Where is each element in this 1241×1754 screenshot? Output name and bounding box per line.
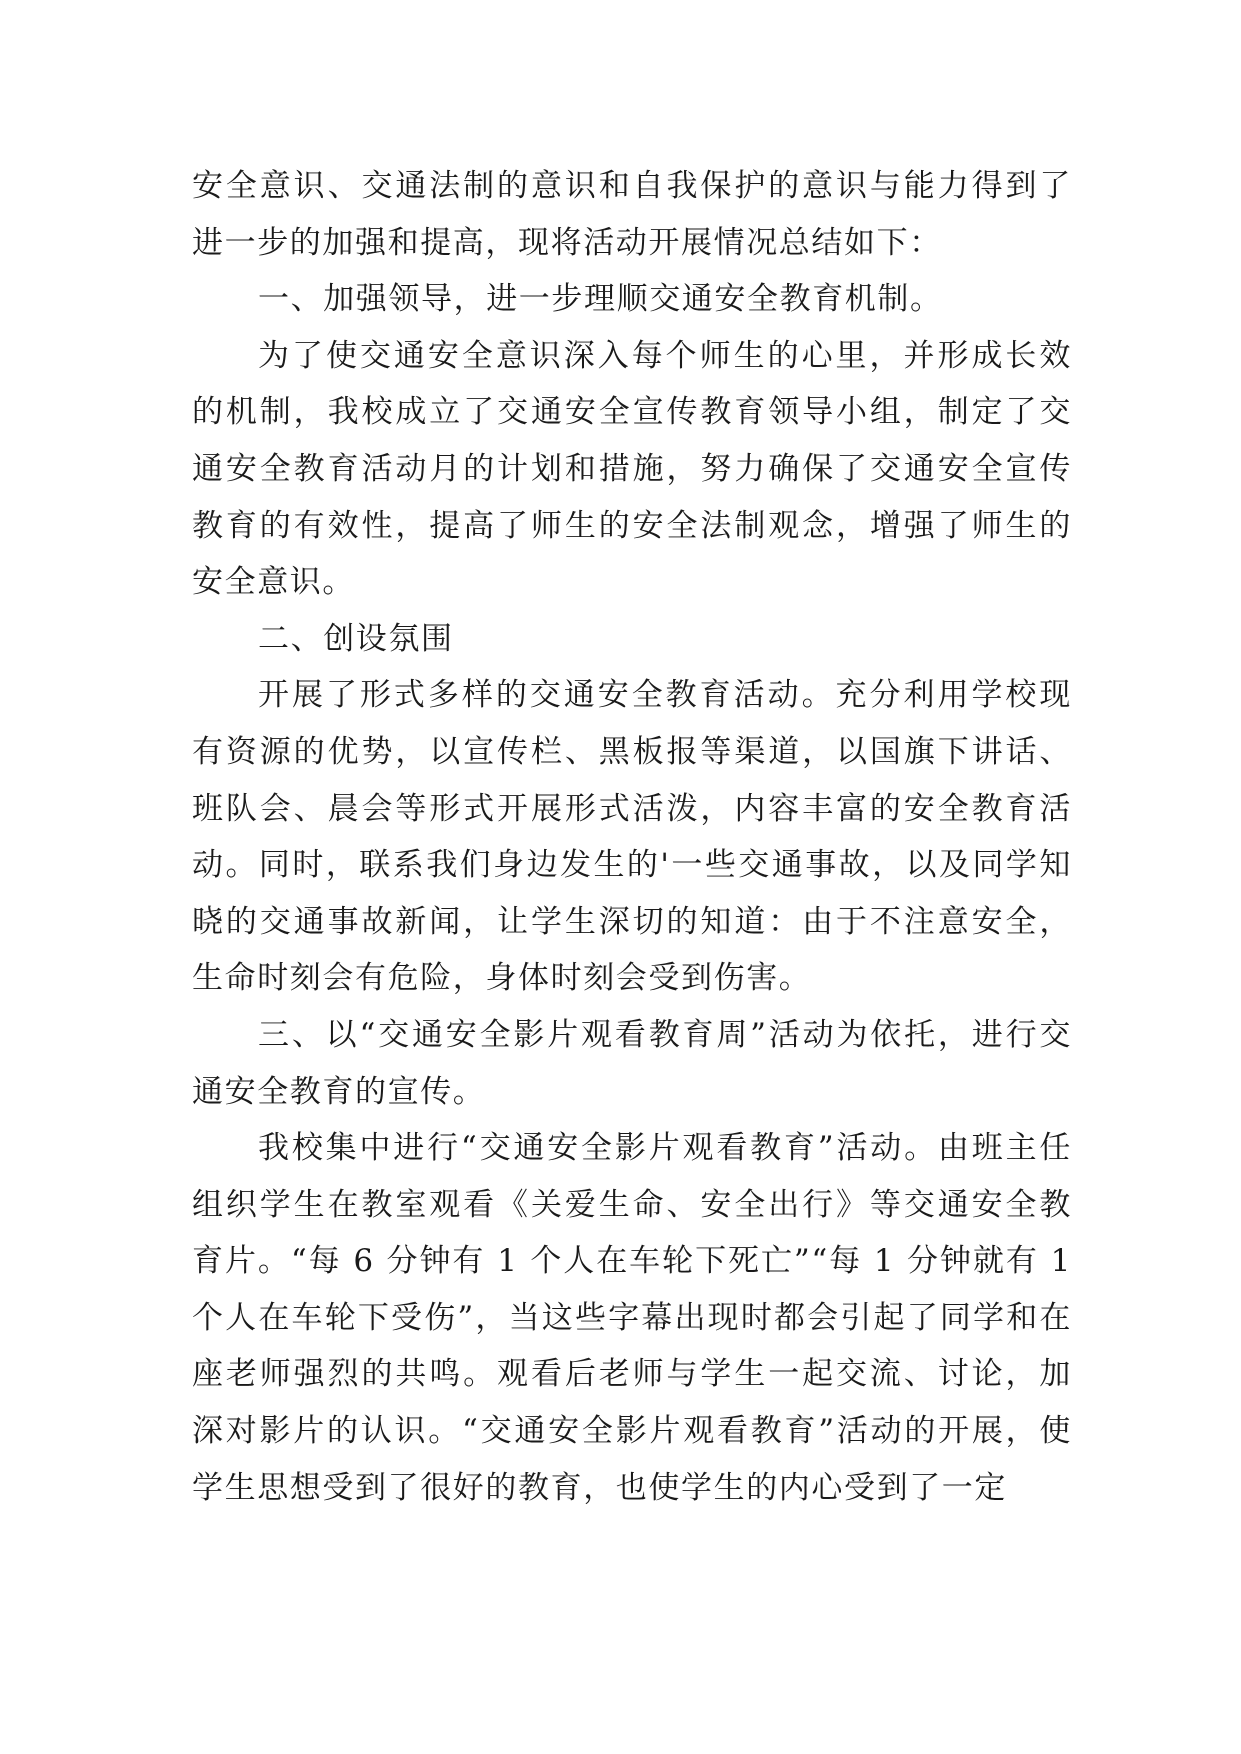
paragraph-section-3: 我校集中进行“交通安全影片观看教育”活动。由班主任组织学生在教室观看《关爱生命、安全出行》等交通安全教育片。“每 6 分钟有 1 个人在车轮下死亡”“每 1 分钟就有 1 个人在车轮下受伤”，当这些字幕出现时都会引起了同学和在座老师强烈的共鸣。观看后老师与学生一起交流、讨论，加深对影片的认识。“交通安全影片观看教育”活动的开展，使学生思想受到了很好的教育，也使学生的内心受到了一定 bbox=[192, 1130, 1072, 1506]
paragraph-intro-continuation: 安全意识、交通法制的意识和自我保护的意识与能力得到了进一步的加强和提高，现将活动开展情况总结如下： bbox=[192, 168, 1072, 261]
heading-section-1: 一、加强领导，进一步理顺交通安全教育机制。 bbox=[258, 281, 943, 318]
heading-section-2: 二、创设氛围 bbox=[258, 620, 454, 657]
document-body bbox=[192, 158, 1072, 1516]
paragraph-section-1: 为了使交通安全意识深入每个师生的心里，并形成长效的机制，我校成立了交通安全宣传教育领导小组，制定了交通安全教育活动月的计划和措施，努力确保了交通安全宣传教育的有效性，提高了师生的安全法制观念，增强了师生的安全意识。 bbox=[192, 337, 1072, 601]
heading-section-3: 三、以“交通安全影片观看教育周”活动为依托，进行交通安全教育的宣传。 bbox=[192, 1016, 1072, 1110]
paragraph-section-2: 开展了形式多样的交通安全教育活动。充分利用学校现有资源的优势，以宣传栏、黑板报等渠道，以国旗下讲话、班队会、晨会等形式开展形式活泼，内容丰富的安全教育活动。同时，联系我们身边发生的'一些交通事故，以及同学知晓的交通事故新闻，让学生深切的知道：由于不注意安全，生命时刻会有危险，身体时刻会受到伤害。 bbox=[192, 677, 1072, 997]
